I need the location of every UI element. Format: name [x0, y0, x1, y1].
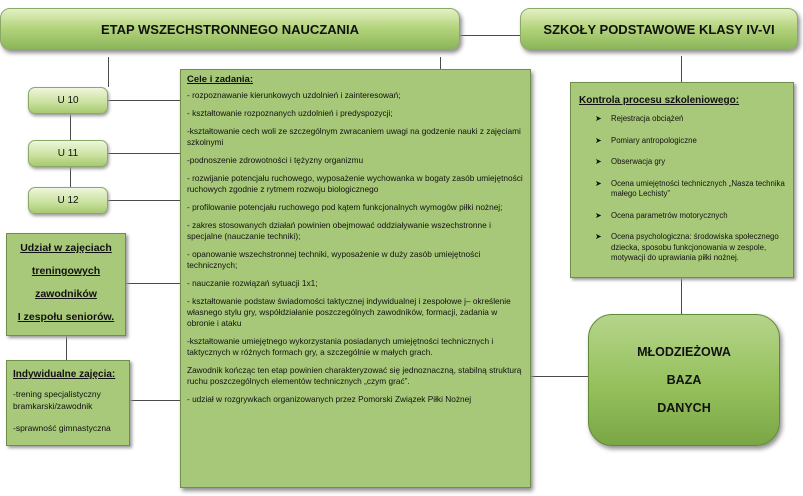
connector-header-to-ages	[108, 57, 109, 87]
control-item: ➤ Obserwacja gry	[595, 157, 666, 166]
goal-item: - kształtowanie podstaw świadomości taktycznej indywidualnej i zespołowe j– określenie własnego stylu gry, współdziałanie poszczególnych zawodników, formacji, zadania w obronie i ataku	[187, 296, 511, 328]
connector-training-to-individual	[66, 336, 67, 360]
goals-and-tasks-box	[180, 69, 531, 488]
individual-item: -sprawność gimnastyczna	[13, 423, 111, 433]
control-item: ➤ Ocena psychologiczna: środowiska społecznego dziecka, sposobu funkcjonowania w zespole, motywacji do uprawiania piłki nożnej.	[595, 232, 779, 262]
control-list	[579, 114, 785, 264]
connector-u10-to-goals	[108, 100, 180, 101]
connector-age-u10-u11	[70, 114, 71, 140]
goal-item: - kształtowanie rozpoznanych uzdolnień i predyspozycji;	[187, 108, 393, 118]
arrow-bullet-icon: ➤	[595, 157, 602, 166]
age-group-u12: U 12	[28, 187, 108, 214]
connector-training-to-goals	[126, 283, 180, 284]
youth-database-box	[588, 314, 780, 446]
connector-goals-to-database	[531, 376, 588, 377]
database-line: BAZA	[666, 373, 702, 387]
individual-item: -trening specjalistyczny bramkarski/zawodnik	[13, 389, 101, 411]
connector-u12-to-goals	[108, 200, 180, 201]
arrow-bullet-icon: ➤	[595, 178, 602, 188]
control-item: ➤ Ocena parametrów motorycznych	[595, 210, 728, 220]
goal-item: -podnoszenie zdrowotności i tężyzny organizmu	[187, 155, 364, 165]
control-item: ➤ Ocena umiejętności technicznych „Nasza technika małego Lechisty”	[595, 178, 785, 198]
goal-item: - nauczanie rozwiązań sytuacji 1x1;	[187, 278, 318, 288]
training-line: zawodników	[35, 288, 97, 300]
connector-control-to-database	[681, 278, 682, 314]
individual-title: Indywidualne zajęcia:	[13, 369, 116, 380]
goal-item: - rozwijanie potencjału ruchowego, wyposażenie wychowanka w bogaty zasób umiejętności ruchowych zgodnie z rytmem rozwoju biologicznego	[187, 173, 523, 194]
training-line: treningowych	[31, 265, 101, 277]
connector-headers	[460, 35, 520, 36]
goals-title: Cele i zadania:	[187, 74, 253, 85]
connector-header-to-goals	[440, 57, 441, 69]
arrow-bullet-icon: ➤	[595, 135, 602, 145]
arrow-bullet-icon: ➤	[595, 232, 602, 241]
goal-item: -kształtowanie cech woli ze szczególnym zwracaniem uwagi na godzenie nauki z zajęciami szkolnymi	[187, 126, 521, 147]
connector-right-header-to-control	[681, 56, 682, 82]
header-stage: ETAP WSZECHSTRONNEGO NAUCZANIA	[0, 8, 460, 50]
database-line: MŁODZIEŻOWA	[637, 345, 731, 359]
arrow-bullet-icon: ➤	[595, 210, 602, 220]
goal-item: -kształtowanie umiejętnego wykorzystania posiadanych umiejętności technicznych i taktycznych w różnych formach gry, a szczególnie w małych grach.	[187, 336, 494, 357]
training-participation-box	[6, 233, 126, 336]
connector-age-u11-u12	[70, 167, 71, 187]
goal-item: - zakres stosowanych działań powinien obejmować oddziaływanie wszechstronne i specjalne (nauczanie techniki);	[187, 220, 491, 241]
connector-u11-to-goals	[108, 153, 180, 154]
control-title: Kontrola procesu szkoleniowego:	[579, 95, 740, 106]
process-control-box	[570, 82, 794, 278]
goal-item: Zawodnik kończąc ten etap powinien charakteryzować się jednoznaczną, stabilną strukturą ruchu poszczególnych elementów technicznych „czym grać”.	[187, 365, 522, 386]
connector-individual-to-goals	[130, 400, 180, 401]
age-group-u10: U 10	[28, 87, 108, 114]
age-group-u11: U 11	[28, 140, 108, 167]
goal-item: - rozpoznawanie kierunkowych uzdolnień i zainteresowań;	[187, 90, 401, 100]
training-line: Udział w zajęciach	[20, 242, 112, 254]
individual-training-box	[6, 360, 130, 446]
training-line: I zespołu seniorów.	[17, 311, 115, 323]
header-school: SZKOŁY PODSTAWOWE KLASY IV-VI	[520, 8, 798, 50]
database-line: DANYCH	[657, 401, 711, 415]
control-item: ➤ Pomiary antropologiczne	[595, 135, 697, 145]
goal-item: - udział w rozgrywkach organizowanych przez Pomorski Związek Piłki Nożnej	[187, 394, 472, 404]
goal-item: - profilowanie potencjału ruchowego pod kątem funkcjonalnych wymogów piłki nożnej;	[187, 202, 503, 212]
goal-item: - opanowanie wszechstronnej techniki, wyposażenie w duży zasób umiejętności technicznych;	[187, 249, 481, 270]
control-item: ➤ Rejestracja obciążeń	[595, 114, 684, 123]
arrow-bullet-icon: ➤	[595, 114, 602, 123]
